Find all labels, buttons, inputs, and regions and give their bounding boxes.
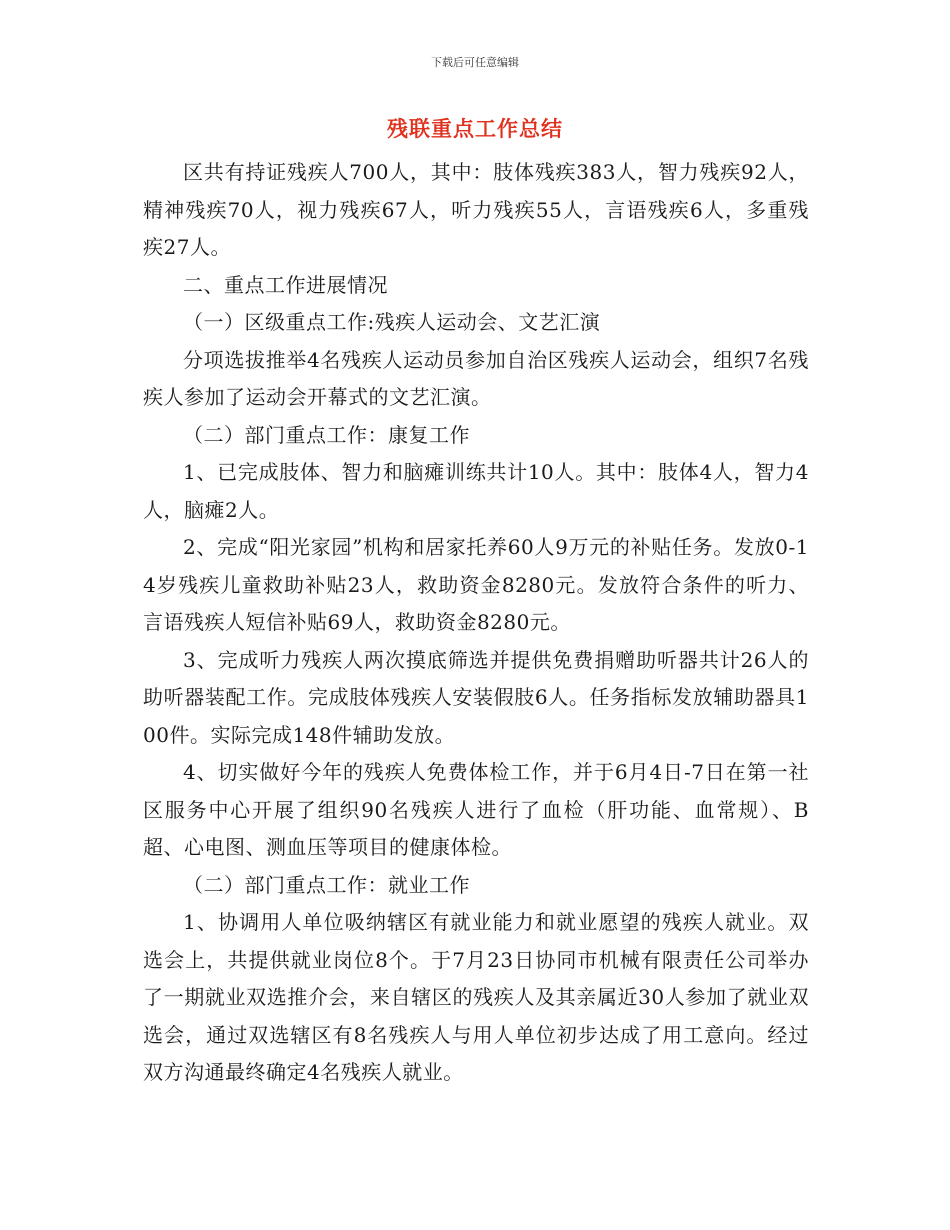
paragraph-rehab-2: 2、完成“阳光家园”机构和居家托养60人9万元的补贴任务。发放0-14岁残疾儿童救助补贴23人，救助资金8280元。发放符合条件的听力、言语残疾人短信补贴69人，救助资金8280元。 (143, 535, 809, 634)
paragraph-rehab-3: 3、完成听力残疾人两次摸底筛选并提供免费捐赠助听器共计26人的助听器装配工作。完成肢体残疾人安装假肢6人。任务指标发放辅助器具100件。实际完成148件辅助发放。 (143, 647, 809, 747)
paragraph-sports: 分项选拔推举4名残疾人运动员参加自治区残疾人运动会，组织7名残疾人参加了运动会开幕式的文艺汇演。 (143, 347, 809, 409)
header-note: 下载后可任意编辑 (431, 56, 519, 69)
paragraph-stats: 区共有持证残疾人700人，其中：肢体残疾383人，智力残疾92人，精神残疾70人，视力残疾67人，听力残疾55人，言语残疾6人，多重残疾27人。 (143, 160, 809, 259)
document-title: 残联重点工作总结 (387, 117, 563, 141)
section-heading-progress: 二、重点工作进展情况 (183, 272, 388, 297)
subsection-heading-employment: （二）部门重点工作：就业工作 (183, 872, 470, 897)
paragraph-rehab-4: 4、切实做好今年的残疾人免费体检工作，并于6月4日-7日在第一社区服务中心开展了组织90名残疾人进行了血检（肝功能、血常规）、B超、心电图、测血压等项目的健康体检。 (143, 760, 809, 859)
subsection-heading-district: （一）区级重点工作:残疾人运动会、文艺汇演 (183, 310, 601, 334)
paragraph-employment-1: 1、协调用人单位吸纳辖区有就业能力和就业愿望的残疾人就业。双选会上，共提供就业岗位8个。于7月23日协同市机械有限责任公司举办了一期就业双选推介会，来自辖区的残疾人及其亲属近30人参加了就业双选会，通过双选辖区有8名残疾人与用人单位初步达成了用工意向。经过双方沟通最终确定4名残疾人就业。 (143, 910, 809, 1084)
subsection-heading-rehab: （二）部门重点工作：康复工作 (183, 422, 470, 447)
paragraph-rehab-1: 1、已完成肢体、智力和脑瘫训练共计10人。其中：肢体4人，智力4人，脑瘫2人。 (143, 460, 809, 522)
document-body (143, 154, 809, 1092)
